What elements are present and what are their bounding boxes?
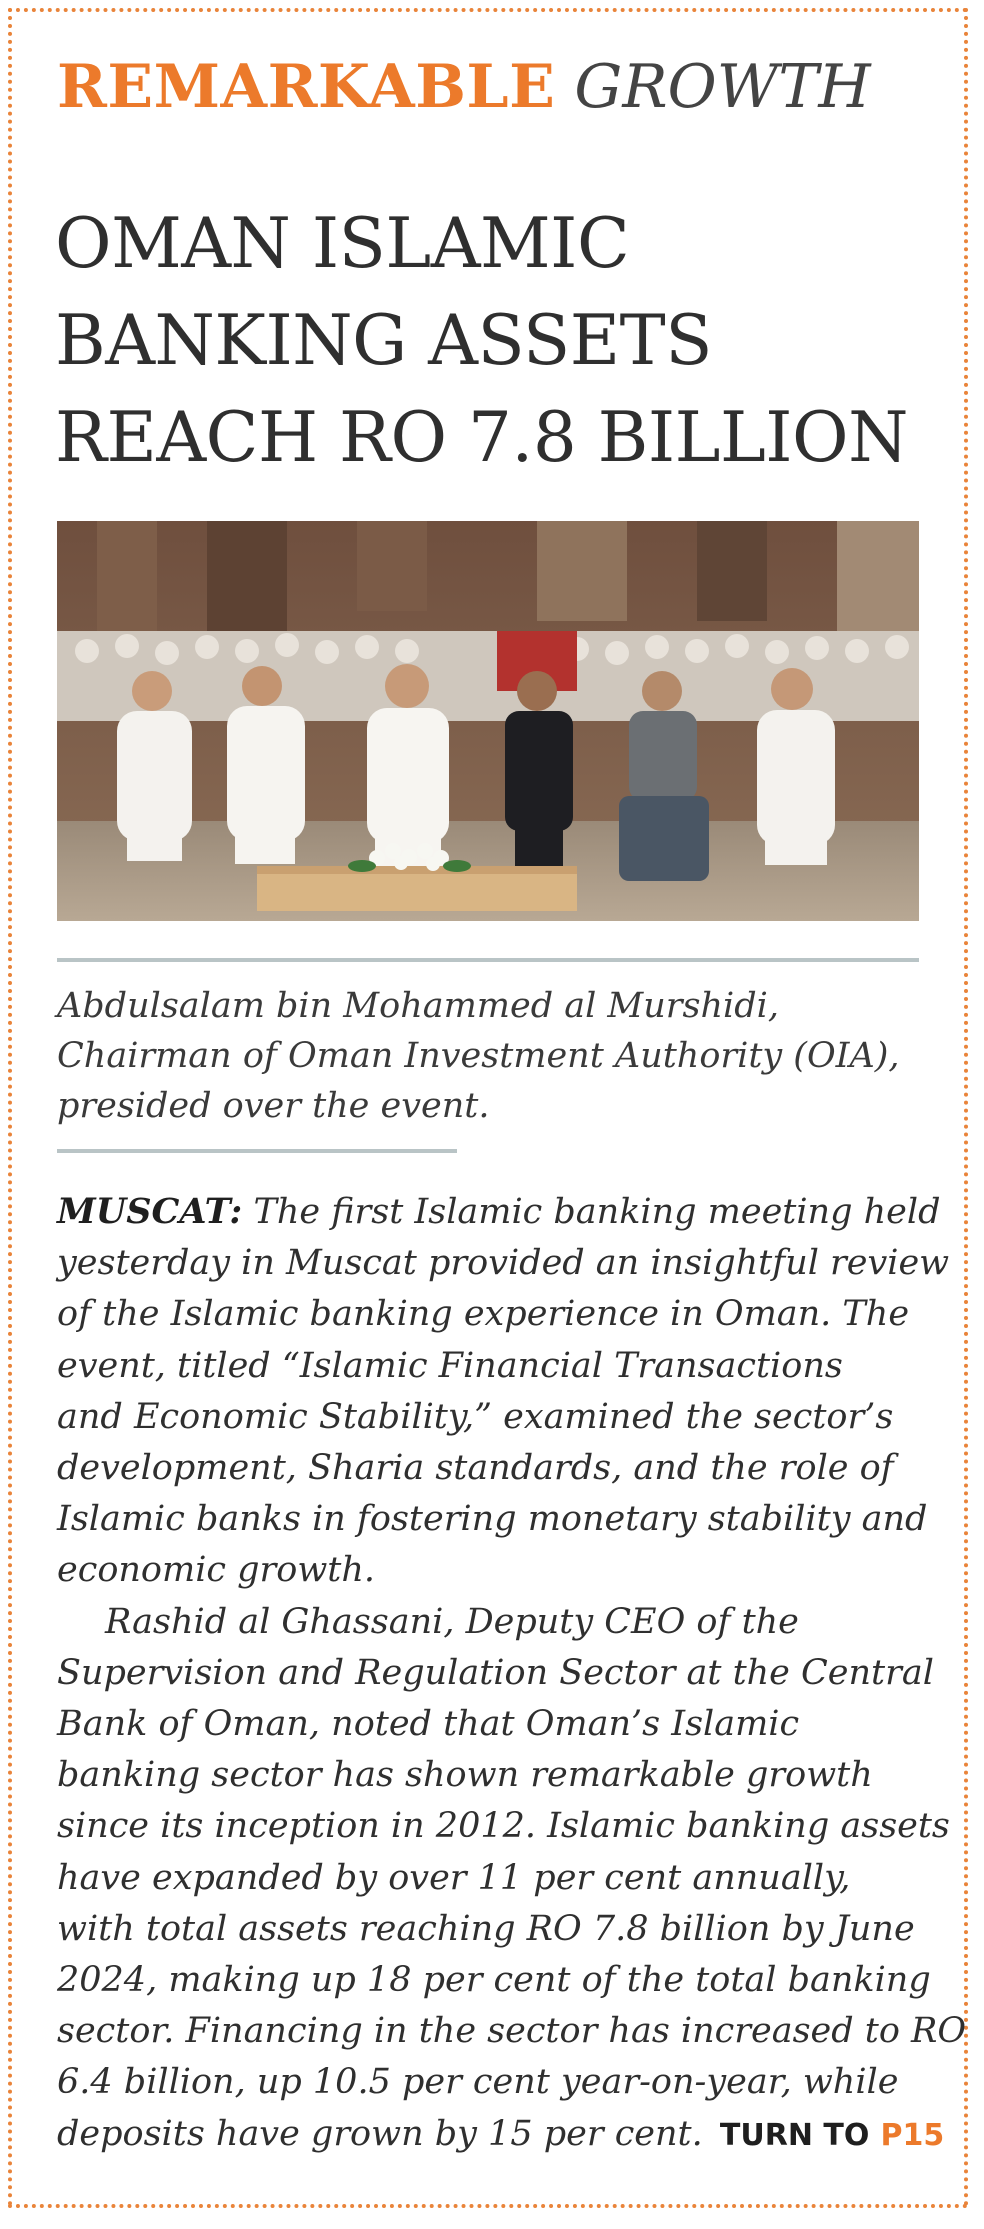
article-line: development, Sharia standards, and the role of xyxy=(57,1448,894,1489)
caption-line: presided over the event. xyxy=(57,1086,490,1126)
headline-line: BANKING ASSETS xyxy=(55,301,712,381)
turn-to-label[interactable]: TURN TO xyxy=(719,2117,870,2153)
article-line: banking sector has shown remarkable growth xyxy=(57,1755,873,1796)
article-line: with total assets reaching RO 7.8 billion by June xyxy=(57,1908,915,1949)
article-line xyxy=(57,1186,941,1238)
article-line: Islamic banks in fostering monetary stability and xyxy=(57,1499,928,1540)
article-line: and Economic Stability,” examined the sector’s xyxy=(57,1396,894,1437)
dateline: MUSCAT: xyxy=(57,1191,243,1232)
article-line: have expanded by over 11 per cent annually, xyxy=(57,1857,851,1898)
caption-line: Chairman of Oman Investment Authority (OIA), xyxy=(57,1036,900,1076)
kicker-highlight: REMARKABLE xyxy=(57,52,556,122)
article-line: of the Islamic banking experience in Oman. The xyxy=(57,1294,910,1335)
event-photo-illustration xyxy=(57,521,919,921)
kicker xyxy=(57,52,871,122)
article-line: Bank of Oman, noted that Oman’s Islamic xyxy=(57,1704,800,1745)
kicker-rest: GROWTH xyxy=(574,52,871,122)
article-line: event, titled “Islamic Financial Transactions xyxy=(57,1345,843,1386)
article-line: 6.4 billion, up 10.5 per cent year-on-year, while xyxy=(57,2062,899,2103)
headline-line: REACH RO 7.8 BILLION xyxy=(55,398,908,478)
article-line: yesterday in Muscat provided an insightful review xyxy=(57,1243,950,1284)
article-line xyxy=(57,2109,945,2161)
article-line: sector. Financing in the sector has increased to RO xyxy=(57,2011,967,2052)
article-line: since its inception in 2012. Islamic banking assets xyxy=(57,1806,950,1847)
article-line: economic growth. xyxy=(57,1550,376,1591)
caption-bottom-rule xyxy=(57,1149,457,1153)
caption-line: Abdulsalam bin Mohammed al Murshidi, xyxy=(57,986,779,1026)
photo-caption xyxy=(57,981,937,1131)
article-line: Rashid al Ghassani, Deputy CEO of the xyxy=(105,1601,799,1642)
caption-top-rule xyxy=(57,958,919,962)
headline-line: OMAN ISLAMIC xyxy=(55,204,630,284)
event-photo xyxy=(57,521,919,921)
article-text: deposits have grown by 15 per cent. xyxy=(57,2113,703,2154)
article-line: Supervision and Regulation Sector at the Central xyxy=(57,1652,934,1693)
headline xyxy=(55,196,935,487)
page-reference-link[interactable]: P15 xyxy=(880,2117,945,2153)
article-body xyxy=(57,1186,967,2161)
article-text: The first Islamic banking meeting held xyxy=(242,1192,941,1232)
article-line: 2024, making up 18 per cent of the total banking xyxy=(57,1960,931,2001)
